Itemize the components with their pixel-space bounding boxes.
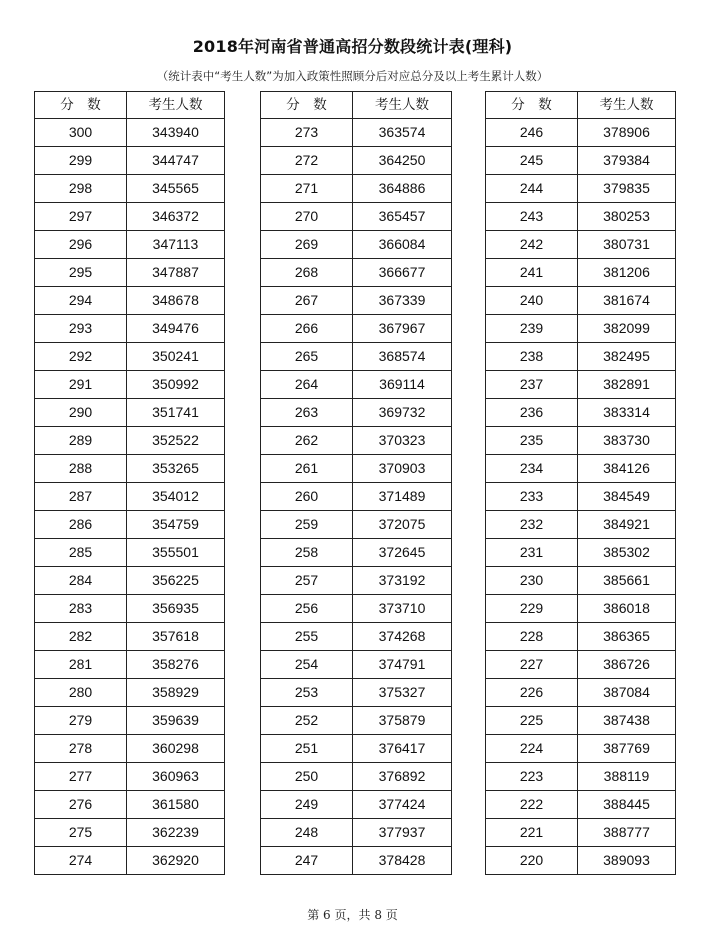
table-row — [486, 847, 676, 875]
header-count: 考生人数 — [353, 92, 452, 119]
score-cell: 257 — [261, 567, 353, 595]
count-cell: 387084 — [578, 679, 676, 707]
score-cell: 297 — [35, 203, 127, 231]
count-cell: 386726 — [578, 651, 676, 679]
score-cell: 238 — [486, 343, 578, 371]
score-cell: 228 — [486, 623, 578, 651]
table-row — [35, 231, 225, 259]
score-cell: 222 — [486, 791, 578, 819]
count-cell: 353265 — [127, 455, 225, 483]
count-cell: 381206 — [578, 259, 676, 287]
score-cell: 283 — [35, 595, 127, 623]
score-cell: 292 — [35, 343, 127, 371]
score-cell: 223 — [486, 763, 578, 791]
count-cell: 372075 — [353, 511, 452, 539]
table-row — [35, 287, 225, 315]
score-table-1 — [34, 91, 225, 875]
header-count: 考生人数 — [127, 92, 225, 119]
table-row — [35, 427, 225, 455]
table-row — [35, 819, 225, 847]
table-row — [486, 315, 676, 343]
score-cell: 267 — [261, 287, 353, 315]
table-row — [35, 511, 225, 539]
score-cell: 289 — [35, 427, 127, 455]
table-row — [261, 427, 452, 455]
table-row — [261, 231, 452, 259]
count-cell: 347887 — [127, 259, 225, 287]
table-row — [261, 791, 452, 819]
score-cell: 232 — [486, 511, 578, 539]
page-title: 2018年河南省普通高招分数段统计表(理科) — [192, 37, 513, 56]
score-cell: 282 — [35, 623, 127, 651]
table-row — [261, 287, 452, 315]
score-cell: 231 — [486, 539, 578, 567]
table-row — [261, 399, 452, 427]
table-row — [35, 203, 225, 231]
count-cell: 373192 — [353, 567, 452, 595]
header-score: 分 数 — [35, 92, 127, 119]
score-cell: 268 — [261, 259, 353, 287]
table-row — [261, 567, 452, 595]
table-row — [261, 819, 452, 847]
score-cell: 243 — [486, 203, 578, 231]
score-cell: 286 — [35, 511, 127, 539]
table-row — [35, 707, 225, 735]
score-cell: 294 — [35, 287, 127, 315]
count-cell: 352522 — [127, 427, 225, 455]
table-row — [486, 623, 676, 651]
table-row — [486, 147, 676, 175]
score-cell: 261 — [261, 455, 353, 483]
table-row — [35, 735, 225, 763]
table-row — [486, 427, 676, 455]
score-cell: 244 — [486, 175, 578, 203]
table-row — [261, 679, 452, 707]
table-row — [35, 371, 225, 399]
count-cell: 370903 — [353, 455, 452, 483]
score-cell: 242 — [486, 231, 578, 259]
table-row — [261, 315, 452, 343]
table-row — [261, 735, 452, 763]
count-cell: 343940 — [127, 119, 225, 147]
table-row — [35, 259, 225, 287]
table-row — [486, 763, 676, 791]
table-row — [486, 371, 676, 399]
count-cell: 345565 — [127, 175, 225, 203]
count-cell: 384126 — [578, 455, 676, 483]
count-cell: 365457 — [353, 203, 452, 231]
count-cell: 357618 — [127, 623, 225, 651]
score-cell: 230 — [486, 567, 578, 595]
count-cell: 378906 — [578, 119, 676, 147]
page-subtitle-note: （统计表中“考生人数”为加入政策性照顾分后对应总分及以上考生累计人数） — [156, 69, 549, 83]
score-cell: 290 — [35, 399, 127, 427]
score-cell: 259 — [261, 511, 353, 539]
score-cell: 249 — [261, 791, 353, 819]
score-cell: 248 — [261, 819, 353, 847]
score-cell: 273 — [261, 119, 353, 147]
count-cell: 374791 — [353, 651, 452, 679]
table-row — [261, 847, 452, 875]
count-cell: 366084 — [353, 231, 452, 259]
score-cell: 280 — [35, 679, 127, 707]
count-cell: 369114 — [353, 371, 452, 399]
score-cell: 258 — [261, 539, 353, 567]
score-cell: 295 — [35, 259, 127, 287]
count-cell: 346372 — [127, 203, 225, 231]
count-cell: 367339 — [353, 287, 452, 315]
table-row — [261, 623, 452, 651]
count-cell: 386018 — [578, 595, 676, 623]
score-cell: 299 — [35, 147, 127, 175]
score-cell: 263 — [261, 399, 353, 427]
count-cell: 384921 — [578, 511, 676, 539]
table-header-row — [261, 92, 452, 119]
score-cell: 229 — [486, 595, 578, 623]
count-cell: 376417 — [353, 735, 452, 763]
count-cell: 375327 — [353, 679, 452, 707]
table-row — [35, 455, 225, 483]
score-cell: 284 — [35, 567, 127, 595]
score-cell: 262 — [261, 427, 353, 455]
score-cell: 271 — [261, 175, 353, 203]
table-row — [261, 147, 452, 175]
score-cell: 255 — [261, 623, 353, 651]
count-cell: 384549 — [578, 483, 676, 511]
count-cell: 363574 — [353, 119, 452, 147]
count-cell: 364250 — [353, 147, 452, 175]
score-table-2 — [260, 91, 452, 875]
table-row — [35, 343, 225, 371]
count-cell: 358929 — [127, 679, 225, 707]
score-cell: 220 — [486, 847, 578, 875]
table-row — [261, 343, 452, 371]
score-cell: 251 — [261, 735, 353, 763]
count-cell: 382099 — [578, 315, 676, 343]
table-row — [35, 539, 225, 567]
table-row — [486, 679, 676, 707]
score-cell: 300 — [35, 119, 127, 147]
score-cell: 235 — [486, 427, 578, 455]
table-row — [35, 791, 225, 819]
count-cell: 377424 — [353, 791, 452, 819]
score-cell: 241 — [486, 259, 578, 287]
count-cell: 389093 — [578, 847, 676, 875]
count-cell: 350992 — [127, 371, 225, 399]
count-cell: 387438 — [578, 707, 676, 735]
score-table-3 — [485, 91, 676, 875]
count-cell: 372645 — [353, 539, 452, 567]
count-cell: 382891 — [578, 371, 676, 399]
count-cell: 355501 — [127, 539, 225, 567]
count-cell: 387769 — [578, 735, 676, 763]
score-cell: 236 — [486, 399, 578, 427]
score-cell: 276 — [35, 791, 127, 819]
table-row — [35, 315, 225, 343]
score-cell: 288 — [35, 455, 127, 483]
count-cell: 379835 — [578, 175, 676, 203]
count-cell: 351741 — [127, 399, 225, 427]
count-cell: 377937 — [353, 819, 452, 847]
score-cell: 260 — [261, 483, 353, 511]
count-cell: 385661 — [578, 567, 676, 595]
table-row — [261, 707, 452, 735]
table-row — [486, 819, 676, 847]
table-row — [486, 203, 676, 231]
score-cell: 224 — [486, 735, 578, 763]
table-row — [486, 119, 676, 147]
score-cell: 233 — [486, 483, 578, 511]
score-cell: 227 — [486, 651, 578, 679]
score-cell: 247 — [261, 847, 353, 875]
count-cell: 385302 — [578, 539, 676, 567]
count-cell: 381674 — [578, 287, 676, 315]
table-row — [486, 287, 676, 315]
count-cell: 359639 — [127, 707, 225, 735]
table-row — [261, 539, 452, 567]
count-cell: 375879 — [353, 707, 452, 735]
page-footer: 第 6 页，共 8 页 — [307, 908, 398, 922]
count-cell: 371489 — [353, 483, 452, 511]
score-cell: 281 — [35, 651, 127, 679]
count-cell: 347113 — [127, 231, 225, 259]
score-cell: 265 — [261, 343, 353, 371]
score-cell: 250 — [261, 763, 353, 791]
score-cell: 253 — [261, 679, 353, 707]
count-cell: 368574 — [353, 343, 452, 371]
header-score: 分 数 — [486, 92, 578, 119]
score-cell: 245 — [486, 147, 578, 175]
score-cell: 237 — [486, 371, 578, 399]
table-row — [35, 651, 225, 679]
table-row — [261, 371, 452, 399]
table-row — [261, 175, 452, 203]
score-cell: 239 — [486, 315, 578, 343]
table-row — [35, 399, 225, 427]
count-cell: 349476 — [127, 315, 225, 343]
score-cell: 293 — [35, 315, 127, 343]
table-row — [486, 707, 676, 735]
score-cell: 225 — [486, 707, 578, 735]
count-cell: 376892 — [353, 763, 452, 791]
count-cell: 367967 — [353, 315, 452, 343]
score-cell: 252 — [261, 707, 353, 735]
table-row — [35, 175, 225, 203]
table-header-row — [486, 92, 676, 119]
table-row — [261, 259, 452, 287]
count-cell: 356935 — [127, 595, 225, 623]
count-cell: 380253 — [578, 203, 676, 231]
table-row — [35, 847, 225, 875]
table-row — [486, 455, 676, 483]
count-cell: 356225 — [127, 567, 225, 595]
score-cell: 275 — [35, 819, 127, 847]
header-count: 考生人数 — [578, 92, 676, 119]
count-cell: 344747 — [127, 147, 225, 175]
table-row — [35, 679, 225, 707]
score-cell: 287 — [35, 483, 127, 511]
score-cell: 298 — [35, 175, 127, 203]
table-row — [486, 511, 676, 539]
table-row — [35, 763, 225, 791]
table-row — [261, 483, 452, 511]
count-cell: 364886 — [353, 175, 452, 203]
count-cell: 378428 — [353, 847, 452, 875]
score-cell: 254 — [261, 651, 353, 679]
score-cell: 279 — [35, 707, 127, 735]
table-row — [261, 595, 452, 623]
table-row — [35, 595, 225, 623]
count-cell: 386365 — [578, 623, 676, 651]
count-cell: 366677 — [353, 259, 452, 287]
score-cell: 278 — [35, 735, 127, 763]
table-row — [486, 539, 676, 567]
count-cell: 388777 — [578, 819, 676, 847]
count-cell: 348678 — [127, 287, 225, 315]
table-row — [486, 231, 676, 259]
count-cell: 360298 — [127, 735, 225, 763]
table-row — [261, 455, 452, 483]
count-cell: 373710 — [353, 595, 452, 623]
table-row — [486, 567, 676, 595]
score-cell: 266 — [261, 315, 353, 343]
table-row — [261, 119, 452, 147]
count-cell: 380731 — [578, 231, 676, 259]
table-row — [261, 203, 452, 231]
table-row — [486, 483, 676, 511]
count-cell: 360963 — [127, 763, 225, 791]
table-row — [486, 791, 676, 819]
table-row — [35, 483, 225, 511]
score-cell: 274 — [35, 847, 127, 875]
score-cell: 234 — [486, 455, 578, 483]
table-row — [486, 343, 676, 371]
count-cell: 369732 — [353, 399, 452, 427]
count-cell: 388445 — [578, 791, 676, 819]
count-cell: 350241 — [127, 343, 225, 371]
table-row — [35, 119, 225, 147]
count-cell: 362239 — [127, 819, 225, 847]
score-cell: 285 — [35, 539, 127, 567]
count-cell: 354012 — [127, 483, 225, 511]
score-cell: 291 — [35, 371, 127, 399]
score-cell: 240 — [486, 287, 578, 315]
score-cell: 256 — [261, 595, 353, 623]
table-row — [486, 651, 676, 679]
count-cell: 374268 — [353, 623, 452, 651]
score-cell: 269 — [261, 231, 353, 259]
count-cell: 383314 — [578, 399, 676, 427]
score-cell: 277 — [35, 763, 127, 791]
table-row — [35, 147, 225, 175]
table-row — [486, 175, 676, 203]
table-header-row — [35, 92, 225, 119]
count-cell: 354759 — [127, 511, 225, 539]
count-cell: 382495 — [578, 343, 676, 371]
table-row — [35, 623, 225, 651]
table-row — [261, 651, 452, 679]
score-cell: 272 — [261, 147, 353, 175]
count-cell: 362920 — [127, 847, 225, 875]
score-cell: 226 — [486, 679, 578, 707]
table-row — [486, 735, 676, 763]
score-cell: 246 — [486, 119, 578, 147]
count-cell: 383730 — [578, 427, 676, 455]
count-cell: 361580 — [127, 791, 225, 819]
table-row — [261, 763, 452, 791]
table-row — [486, 595, 676, 623]
score-cell: 270 — [261, 203, 353, 231]
score-cell: 221 — [486, 819, 578, 847]
header-score: 分 数 — [261, 92, 353, 119]
table-row — [261, 511, 452, 539]
score-cell: 264 — [261, 371, 353, 399]
count-cell: 358276 — [127, 651, 225, 679]
table-row — [35, 567, 225, 595]
count-cell: 388119 — [578, 763, 676, 791]
table-row — [486, 399, 676, 427]
count-cell: 379384 — [578, 147, 676, 175]
table-row — [486, 259, 676, 287]
score-cell: 296 — [35, 231, 127, 259]
count-cell: 370323 — [353, 427, 452, 455]
